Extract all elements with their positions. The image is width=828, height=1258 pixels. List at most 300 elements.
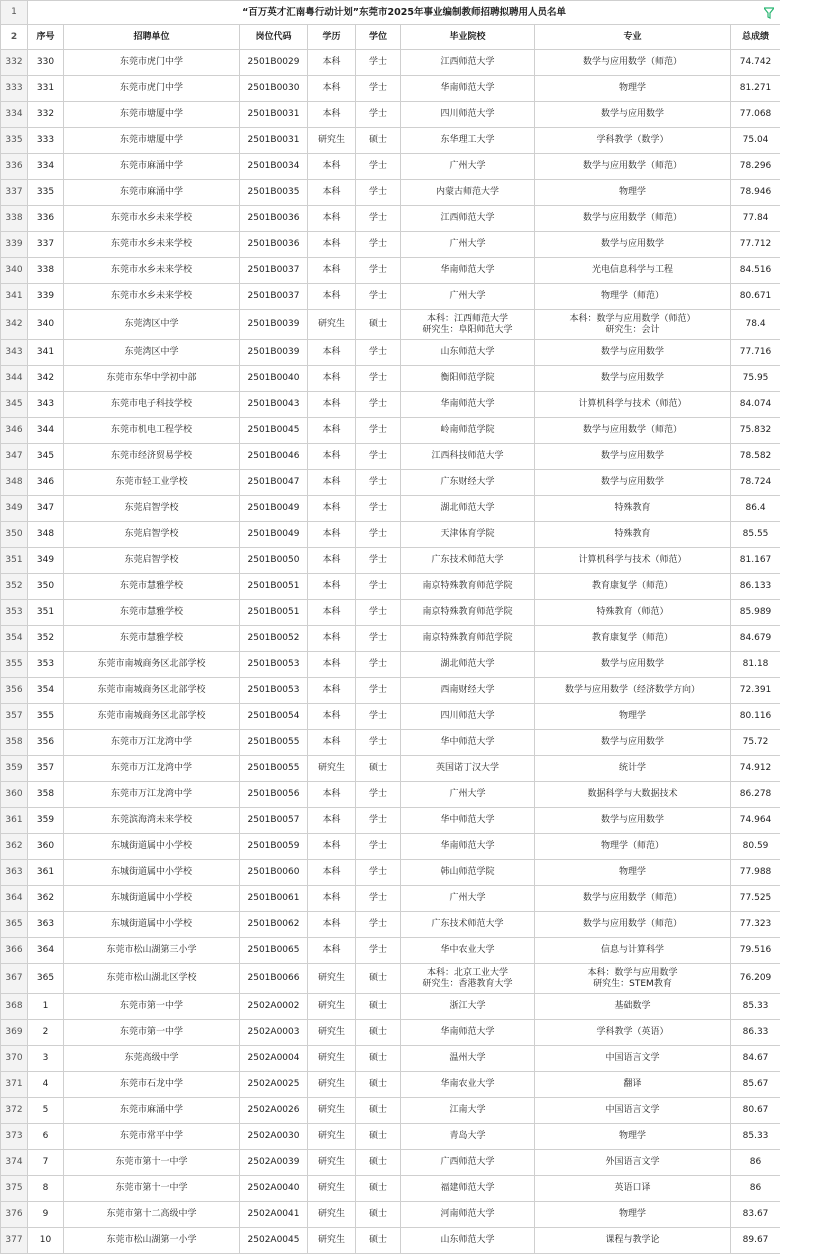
unit-cell[interactable]: 东莞市万江龙湾中学 — [64, 730, 240, 756]
education-cell[interactable]: 本科 — [308, 258, 356, 284]
column-header[interactable]: 学位 — [356, 25, 401, 50]
score-cell[interactable]: 74.964 — [731, 808, 781, 834]
score-cell[interactable]: 74.912 — [731, 756, 781, 782]
seq-cell[interactable]: 344 — [28, 418, 64, 444]
score-cell[interactable]: 75.95 — [731, 366, 781, 392]
unit-cell[interactable]: 东莞高级中学 — [64, 1046, 240, 1072]
education-cell[interactable]: 本科 — [308, 834, 356, 860]
score-cell[interactable]: 77.712 — [731, 232, 781, 258]
education-cell[interactable]: 本科 — [308, 284, 356, 310]
row-number[interactable]: 335 — [1, 128, 28, 154]
degree-cell[interactable]: 学士 — [356, 626, 401, 652]
degree-cell[interactable]: 硕士 — [356, 1202, 401, 1228]
degree-cell[interactable]: 学士 — [356, 154, 401, 180]
seq-cell[interactable]: 336 — [28, 206, 64, 232]
unit-cell[interactable]: 东莞市常平中学 — [64, 1124, 240, 1150]
major-cell[interactable]: 数学与应用数学（经济数学方向） — [535, 678, 731, 704]
degree-cell[interactable]: 硕士 — [356, 994, 401, 1020]
education-cell[interactable]: 研究生 — [308, 1124, 356, 1150]
score-cell[interactable]: 78.296 — [731, 154, 781, 180]
column-header[interactable]: 学历 — [308, 25, 356, 50]
score-cell[interactable]: 84.67 — [731, 1046, 781, 1072]
school-cell[interactable]: 四川师范大学 — [401, 102, 535, 128]
school-cell[interactable]: 西南财经大学 — [401, 678, 535, 704]
score-cell[interactable]: 85.67 — [731, 1072, 781, 1098]
post-code-cell[interactable]: 2502A0025 — [240, 1072, 308, 1098]
major-cell[interactable]: 基础数学 — [535, 994, 731, 1020]
score-cell[interactable]: 77.84 — [731, 206, 781, 232]
major-cell[interactable]: 数学与应用数学（师范） — [535, 206, 731, 232]
post-code-cell[interactable]: 2501B0049 — [240, 496, 308, 522]
degree-cell[interactable]: 学士 — [356, 444, 401, 470]
post-code-cell[interactable]: 2502A0040 — [240, 1176, 308, 1202]
major-cell[interactable]: 信息与计算科学 — [535, 938, 731, 964]
seq-cell[interactable]: 337 — [28, 232, 64, 258]
major-cell[interactable]: 数学与应用数学（师范） — [535, 886, 731, 912]
major-cell[interactable]: 数学与应用数学（师范） — [535, 418, 731, 444]
degree-cell[interactable]: 学士 — [356, 206, 401, 232]
score-cell[interactable]: 85.33 — [731, 1124, 781, 1150]
row-number[interactable]: 332 — [1, 50, 28, 76]
school-cell[interactable]: 山东师范大学 — [401, 340, 535, 366]
score-cell[interactable]: 86.33 — [731, 1020, 781, 1046]
seq-cell[interactable]: 340 — [28, 310, 64, 340]
row-number[interactable]: 333 — [1, 76, 28, 102]
education-cell[interactable]: 研究生 — [308, 1046, 356, 1072]
column-header[interactable]: 总成绩 — [731, 25, 781, 50]
unit-cell[interactable]: 东莞市南城商务区北部学校 — [64, 678, 240, 704]
row-number[interactable]: 362 — [1, 834, 28, 860]
major-cell[interactable]: 英语口译 — [535, 1176, 731, 1202]
education-cell[interactable]: 本科 — [308, 912, 356, 938]
unit-cell[interactable]: 东莞市东华中学初中部 — [64, 366, 240, 392]
post-code-cell[interactable]: 2501B0052 — [240, 626, 308, 652]
post-code-cell[interactable]: 2501B0037 — [240, 284, 308, 310]
unit-cell[interactable]: 东莞市慧雅学校 — [64, 626, 240, 652]
post-code-cell[interactable]: 2502A0002 — [240, 994, 308, 1020]
education-cell[interactable]: 本科 — [308, 626, 356, 652]
major-cell[interactable]: 统计学 — [535, 756, 731, 782]
unit-cell[interactable]: 东莞市第十一中学 — [64, 1176, 240, 1202]
education-cell[interactable]: 研究生 — [308, 1072, 356, 1098]
row-number[interactable]: 368 — [1, 994, 28, 1020]
post-code-cell[interactable]: 2502A0039 — [240, 1150, 308, 1176]
degree-cell[interactable]: 硕士 — [356, 1046, 401, 1072]
education-cell[interactable]: 本科 — [308, 392, 356, 418]
score-cell[interactable]: 78.946 — [731, 180, 781, 206]
school-cell[interactable]: 华南师范大学 — [401, 258, 535, 284]
row-number[interactable]: 370 — [1, 1046, 28, 1072]
education-cell[interactable]: 研究生 — [308, 756, 356, 782]
major-cell[interactable]: 课程与教学论 — [535, 1228, 731, 1254]
row-number[interactable]: 372 — [1, 1098, 28, 1124]
degree-cell[interactable]: 学士 — [356, 366, 401, 392]
school-cell[interactable]: 韩山师范学院 — [401, 860, 535, 886]
unit-cell[interactable]: 东莞市松山湖第一小学 — [64, 1228, 240, 1254]
seq-cell[interactable]: 354 — [28, 678, 64, 704]
score-cell[interactable]: 80.671 — [731, 284, 781, 310]
degree-cell[interactable]: 学士 — [356, 522, 401, 548]
education-cell[interactable]: 本科 — [308, 180, 356, 206]
school-cell[interactable]: 江南大学 — [401, 1098, 535, 1124]
score-cell[interactable]: 80.116 — [731, 704, 781, 730]
degree-cell[interactable]: 硕士 — [356, 964, 401, 994]
degree-cell[interactable]: 学士 — [356, 808, 401, 834]
row-number[interactable]: 351 — [1, 548, 28, 574]
row-number[interactable]: 349 — [1, 496, 28, 522]
row-number[interactable]: 345 — [1, 392, 28, 418]
major-cell[interactable]: 数学与应用数学 — [535, 366, 731, 392]
post-code-cell[interactable]: 2501B0031 — [240, 128, 308, 154]
education-cell[interactable]: 本科 — [308, 652, 356, 678]
unit-cell[interactable]: 东莞市水乡未来学校 — [64, 206, 240, 232]
post-code-cell[interactable]: 2502A0004 — [240, 1046, 308, 1072]
row-number[interactable]: 342 — [1, 310, 28, 340]
school-cell[interactable]: 江西师范大学 — [401, 206, 535, 232]
row-number[interactable]: 367 — [1, 964, 28, 994]
score-cell[interactable]: 86 — [731, 1176, 781, 1202]
post-code-cell[interactable]: 2502A0003 — [240, 1020, 308, 1046]
unit-cell[interactable]: 东莞市第一中学 — [64, 1020, 240, 1046]
score-cell[interactable]: 85.55 — [731, 522, 781, 548]
row-number[interactable]: 361 — [1, 808, 28, 834]
post-code-cell[interactable]: 2502A0041 — [240, 1202, 308, 1228]
sheet-title[interactable] — [28, 1, 781, 25]
seq-cell[interactable]: 364 — [28, 938, 64, 964]
major-cell[interactable]: 物理学 — [535, 704, 731, 730]
seq-cell[interactable]: 361 — [28, 860, 64, 886]
school-cell[interactable]: 华南师范大学 — [401, 1020, 535, 1046]
unit-cell[interactable]: 东莞市机电工程学校 — [64, 418, 240, 444]
degree-cell[interactable]: 学士 — [356, 496, 401, 522]
school-cell[interactable]: 江西师范大学 — [401, 50, 535, 76]
degree-cell[interactable]: 硕士 — [356, 1124, 401, 1150]
column-header[interactable]: 招聘单位 — [64, 25, 240, 50]
major-cell[interactable] — [535, 310, 731, 340]
school-cell[interactable]: 岭南师范学院 — [401, 418, 535, 444]
school-cell[interactable]: 东华理工大学 — [401, 128, 535, 154]
post-code-cell[interactable]: 2502A0045 — [240, 1228, 308, 1254]
degree-cell[interactable]: 硕士 — [356, 1176, 401, 1202]
score-cell[interactable]: 86.278 — [731, 782, 781, 808]
major-cell[interactable]: 特殊教育（师范） — [535, 600, 731, 626]
education-cell[interactable]: 本科 — [308, 782, 356, 808]
post-code-cell[interactable]: 2501B0062 — [240, 912, 308, 938]
seq-cell[interactable]: 349 — [28, 548, 64, 574]
major-cell[interactable]: 物理学 — [535, 1202, 731, 1228]
major-cell[interactable]: 教育康复学（师范） — [535, 626, 731, 652]
row-number[interactable]: 359 — [1, 756, 28, 782]
education-cell[interactable]: 本科 — [308, 522, 356, 548]
score-cell[interactable]: 78.4 — [731, 310, 781, 340]
unit-cell[interactable]: 东莞市麻涌中学 — [64, 154, 240, 180]
school-cell[interactable]: 广州大学 — [401, 154, 535, 180]
education-cell[interactable]: 本科 — [308, 860, 356, 886]
education-cell[interactable]: 本科 — [308, 50, 356, 76]
major-cell[interactable]: 中国语言文学 — [535, 1046, 731, 1072]
major-cell[interactable]: 特殊教育 — [535, 496, 731, 522]
major-cell[interactable]: 数学与应用数学 — [535, 808, 731, 834]
score-cell[interactable]: 84.516 — [731, 258, 781, 284]
seq-cell[interactable]: 332 — [28, 102, 64, 128]
major-cell[interactable]: 计算机科学与技术（师范） — [535, 392, 731, 418]
row-number[interactable]: 363 — [1, 860, 28, 886]
unit-cell[interactable]: 东莞市水乡未来学校 — [64, 284, 240, 310]
row-number[interactable]: 374 — [1, 1150, 28, 1176]
unit-cell[interactable]: 东莞市虎门中学 — [64, 76, 240, 102]
degree-cell[interactable]: 学士 — [356, 392, 401, 418]
school-cell[interactable]: 英国诺丁汉大学 — [401, 756, 535, 782]
unit-cell[interactable]: 东莞湾区中学 — [64, 310, 240, 340]
degree-cell[interactable]: 学士 — [356, 652, 401, 678]
row-number[interactable]: 364 — [1, 886, 28, 912]
major-cell[interactable]: 数学与应用数学 — [535, 470, 731, 496]
row-number[interactable]: 334 — [1, 102, 28, 128]
degree-cell[interactable]: 硕士 — [356, 1072, 401, 1098]
unit-cell[interactable]: 东城街道属中小学校 — [64, 886, 240, 912]
post-code-cell[interactable]: 2501B0036 — [240, 206, 308, 232]
seq-cell[interactable]: 342 — [28, 366, 64, 392]
unit-cell[interactable]: 东莞市塘厦中学 — [64, 102, 240, 128]
row-number[interactable]: 1 — [1, 1, 28, 25]
school-cell[interactable]: 华南师范大学 — [401, 834, 535, 860]
education-cell[interactable]: 研究生 — [308, 310, 356, 340]
major-cell[interactable]: 数学与应用数学 — [535, 652, 731, 678]
major-cell[interactable]: 物理学 — [535, 860, 731, 886]
major-cell[interactable] — [535, 964, 731, 994]
seq-cell[interactable]: 333 — [28, 128, 64, 154]
row-number[interactable]: 377 — [1, 1228, 28, 1254]
school-cell[interactable]: 南京特殊教育师范学院 — [401, 626, 535, 652]
score-cell[interactable]: 86.133 — [731, 574, 781, 600]
seq-cell[interactable]: 9 — [28, 1202, 64, 1228]
post-code-cell[interactable]: 2501B0045 — [240, 418, 308, 444]
school-cell[interactable]: 华中师范大学 — [401, 808, 535, 834]
education-cell[interactable]: 本科 — [308, 444, 356, 470]
education-cell[interactable]: 本科 — [308, 366, 356, 392]
post-code-cell[interactable]: 2501B0039 — [240, 340, 308, 366]
school-cell[interactable]: 浙江大学 — [401, 994, 535, 1020]
school-cell[interactable]: 四川师范大学 — [401, 704, 535, 730]
row-number[interactable]: 358 — [1, 730, 28, 756]
education-cell[interactable]: 本科 — [308, 548, 356, 574]
degree-cell[interactable]: 硕士 — [356, 1098, 401, 1124]
seq-cell[interactable]: 355 — [28, 704, 64, 730]
seq-cell[interactable]: 348 — [28, 522, 64, 548]
unit-cell[interactable]: 东莞市麻涌中学 — [64, 1098, 240, 1124]
post-code-cell[interactable]: 2501B0053 — [240, 652, 308, 678]
school-cell[interactable]: 广州大学 — [401, 284, 535, 310]
education-cell[interactable]: 研究生 — [308, 994, 356, 1020]
major-cell[interactable]: 数学与应用数学 — [535, 730, 731, 756]
school-cell[interactable]: 南京特殊教育师范学院 — [401, 574, 535, 600]
seq-cell[interactable]: 1 — [28, 994, 64, 1020]
degree-cell[interactable]: 学士 — [356, 860, 401, 886]
degree-cell[interactable]: 学士 — [356, 730, 401, 756]
row-number[interactable]: 2 — [1, 25, 28, 50]
degree-cell[interactable]: 学士 — [356, 548, 401, 574]
major-cell[interactable]: 光电信息科学与工程 — [535, 258, 731, 284]
school-cell[interactable]: 华南师范大学 — [401, 76, 535, 102]
row-number[interactable]: 355 — [1, 652, 28, 678]
filter-icon[interactable] — [764, 7, 774, 19]
school-cell[interactable]: 山东师范大学 — [401, 1228, 535, 1254]
education-cell[interactable]: 本科 — [308, 600, 356, 626]
row-number[interactable]: 360 — [1, 782, 28, 808]
school-cell[interactable]: 华南师范大学 — [401, 392, 535, 418]
score-cell[interactable]: 77.988 — [731, 860, 781, 886]
school-cell[interactable] — [401, 964, 535, 994]
degree-cell[interactable]: 学士 — [356, 600, 401, 626]
post-code-cell[interactable]: 2501B0060 — [240, 860, 308, 886]
degree-cell[interactable]: 学士 — [356, 232, 401, 258]
row-number[interactable]: 337 — [1, 180, 28, 206]
major-cell[interactable]: 物理学（师范） — [535, 284, 731, 310]
degree-cell[interactable]: 学士 — [356, 470, 401, 496]
row-number[interactable]: 347 — [1, 444, 28, 470]
post-code-cell[interactable]: 2501B0051 — [240, 600, 308, 626]
post-code-cell[interactable]: 2501B0049 — [240, 522, 308, 548]
seq-cell[interactable]: 334 — [28, 154, 64, 180]
education-cell[interactable]: 本科 — [308, 938, 356, 964]
major-cell[interactable]: 中国语言文学 — [535, 1098, 731, 1124]
score-cell[interactable]: 83.67 — [731, 1202, 781, 1228]
seq-cell[interactable]: 365 — [28, 964, 64, 994]
post-code-cell[interactable]: 2501B0055 — [240, 756, 308, 782]
score-cell[interactable]: 77.323 — [731, 912, 781, 938]
major-cell[interactable]: 物理学（师范） — [535, 834, 731, 860]
unit-cell[interactable]: 东莞市塘厦中学 — [64, 128, 240, 154]
seq-cell[interactable]: 358 — [28, 782, 64, 808]
unit-cell[interactable]: 东莞市万江龙湾中学 — [64, 756, 240, 782]
post-code-cell[interactable]: 2502A0030 — [240, 1124, 308, 1150]
school-cell[interactable]: 广州大学 — [401, 232, 535, 258]
major-cell[interactable]: 学科教学（数学） — [535, 128, 731, 154]
degree-cell[interactable]: 硕士 — [356, 1228, 401, 1254]
unit-cell[interactable]: 东莞市经济贸易学校 — [64, 444, 240, 470]
score-cell[interactable]: 81.167 — [731, 548, 781, 574]
unit-cell[interactable]: 东莞市南城商务区北部学校 — [64, 704, 240, 730]
row-number[interactable]: 353 — [1, 600, 28, 626]
seq-cell[interactable]: 3 — [28, 1046, 64, 1072]
school-cell[interactable]: 湖北师范大学 — [401, 652, 535, 678]
post-code-cell[interactable]: 2501B0039 — [240, 310, 308, 340]
degree-cell[interactable]: 学士 — [356, 340, 401, 366]
score-cell[interactable]: 78.724 — [731, 470, 781, 496]
school-cell[interactable]: 江西科技师范大学 — [401, 444, 535, 470]
degree-cell[interactable]: 学士 — [356, 76, 401, 102]
seq-cell[interactable]: 352 — [28, 626, 64, 652]
row-number[interactable]: 376 — [1, 1202, 28, 1228]
school-cell[interactable]: 华中师范大学 — [401, 730, 535, 756]
unit-cell[interactable]: 东莞市电子科技学校 — [64, 392, 240, 418]
education-cell[interactable]: 本科 — [308, 340, 356, 366]
score-cell[interactable]: 75.832 — [731, 418, 781, 444]
post-code-cell[interactable]: 2501B0053 — [240, 678, 308, 704]
seq-cell[interactable]: 343 — [28, 392, 64, 418]
score-cell[interactable]: 75.72 — [731, 730, 781, 756]
degree-cell[interactable]: 硕士 — [356, 1150, 401, 1176]
education-cell[interactable]: 研究生 — [308, 1202, 356, 1228]
education-cell[interactable]: 本科 — [308, 206, 356, 232]
degree-cell[interactable]: 学士 — [356, 102, 401, 128]
education-cell[interactable]: 研究生 — [308, 128, 356, 154]
score-cell[interactable]: 77.525 — [731, 886, 781, 912]
seq-cell[interactable]: 356 — [28, 730, 64, 756]
score-cell[interactable]: 72.391 — [731, 678, 781, 704]
unit-cell[interactable]: 东莞市慧雅学校 — [64, 574, 240, 600]
score-cell[interactable]: 80.59 — [731, 834, 781, 860]
row-number[interactable]: 348 — [1, 470, 28, 496]
school-cell[interactable]: 华中农业大学 — [401, 938, 535, 964]
major-cell[interactable]: 特殊教育 — [535, 522, 731, 548]
seq-cell[interactable]: 345 — [28, 444, 64, 470]
row-number[interactable]: 340 — [1, 258, 28, 284]
score-cell[interactable]: 85.989 — [731, 600, 781, 626]
major-cell[interactable]: 翻译 — [535, 1072, 731, 1098]
post-code-cell[interactable]: 2501B0034 — [240, 154, 308, 180]
unit-cell[interactable]: 东莞市轻工业学校 — [64, 470, 240, 496]
row-number[interactable]: 346 — [1, 418, 28, 444]
education-cell[interactable]: 研究生 — [308, 1150, 356, 1176]
major-cell[interactable]: 数学与应用数学 — [535, 102, 731, 128]
unit-cell[interactable]: 东莞市水乡未来学校 — [64, 232, 240, 258]
education-cell[interactable]: 研究生 — [308, 1176, 356, 1202]
major-cell[interactable]: 数学与应用数学 — [535, 444, 731, 470]
seq-cell[interactable]: 339 — [28, 284, 64, 310]
post-code-cell[interactable]: 2501B0066 — [240, 964, 308, 994]
education-cell[interactable]: 研究生 — [308, 1228, 356, 1254]
education-cell[interactable]: 本科 — [308, 470, 356, 496]
major-cell[interactable]: 物理学 — [535, 1124, 731, 1150]
degree-cell[interactable]: 硕士 — [356, 310, 401, 340]
degree-cell[interactable]: 学士 — [356, 50, 401, 76]
row-number[interactable]: 366 — [1, 938, 28, 964]
unit-cell[interactable]: 东莞市南城商务区北部学校 — [64, 652, 240, 678]
school-cell[interactable]: 湖北师范大学 — [401, 496, 535, 522]
degree-cell[interactable]: 学士 — [356, 180, 401, 206]
degree-cell[interactable]: 硕士 — [356, 756, 401, 782]
seq-cell[interactable]: 4 — [28, 1072, 64, 1098]
degree-cell[interactable]: 硕士 — [356, 128, 401, 154]
score-cell[interactable]: 74.742 — [731, 50, 781, 76]
row-number[interactable]: 354 — [1, 626, 28, 652]
row-number[interactable]: 375 — [1, 1176, 28, 1202]
degree-cell[interactable]: 学士 — [356, 284, 401, 310]
unit-cell[interactable]: 东莞市水乡未来学校 — [64, 258, 240, 284]
education-cell[interactable]: 研究生 — [308, 964, 356, 994]
column-header[interactable]: 序号 — [28, 25, 64, 50]
seq-cell[interactable]: 330 — [28, 50, 64, 76]
school-cell[interactable]: 广东技术师范大学 — [401, 548, 535, 574]
school-cell[interactable]: 衡阳师范学院 — [401, 366, 535, 392]
row-number[interactable]: 365 — [1, 912, 28, 938]
degree-cell[interactable]: 学士 — [356, 678, 401, 704]
major-cell[interactable]: 物理学 — [535, 76, 731, 102]
column-header[interactable]: 专业 — [535, 25, 731, 50]
seq-cell[interactable]: 359 — [28, 808, 64, 834]
row-number[interactable]: 373 — [1, 1124, 28, 1150]
unit-cell[interactable]: 东莞启智学校 — [64, 548, 240, 574]
unit-cell[interactable]: 东莞市第十一中学 — [64, 1150, 240, 1176]
score-cell[interactable]: 81.18 — [731, 652, 781, 678]
score-cell[interactable]: 89.67 — [731, 1228, 781, 1254]
row-number[interactable]: 343 — [1, 340, 28, 366]
seq-cell[interactable]: 7 — [28, 1150, 64, 1176]
seq-cell[interactable]: 10 — [28, 1228, 64, 1254]
major-cell[interactable]: 物理学 — [535, 180, 731, 206]
school-cell[interactable]: 广东财经大学 — [401, 470, 535, 496]
